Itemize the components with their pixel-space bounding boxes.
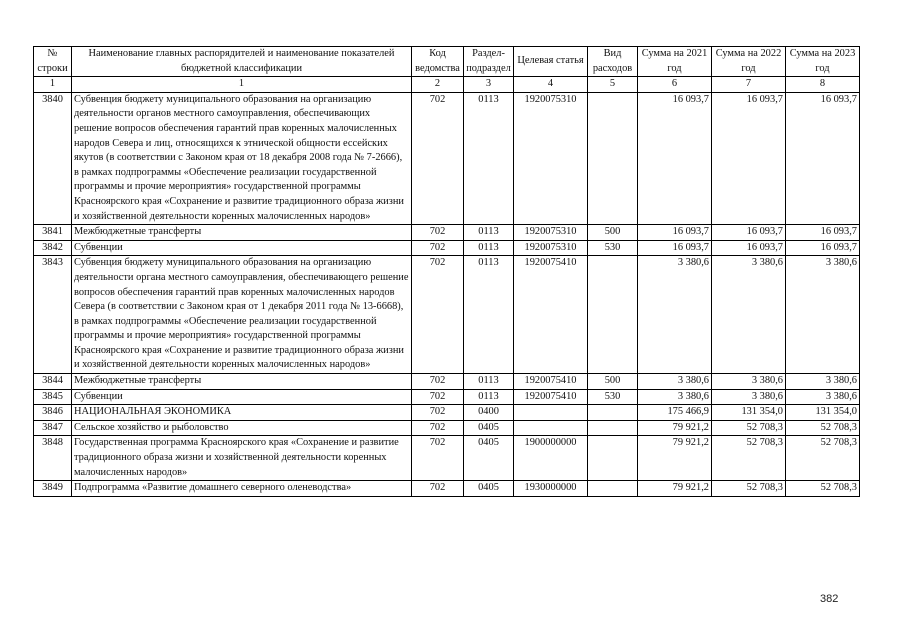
row-name: Субвенции [72, 389, 412, 405]
row-sum-2021: 3 380,6 [638, 256, 712, 374]
row-target [514, 405, 588, 421]
row-expense-type [588, 92, 638, 224]
header-row-no: № строки [34, 47, 72, 77]
table-row [34, 420, 860, 436]
row-dept-code: 702 [412, 420, 464, 436]
row-sum-2021: 79 921,2 [638, 481, 712, 497]
row-sum-2022: 52 708,3 [712, 436, 786, 481]
row-section: 0113 [464, 92, 514, 224]
row-name: Межбюджетные трансферты [72, 225, 412, 241]
row-sum-2023: 16 093,7 [786, 92, 860, 224]
row-dept-code: 702 [412, 256, 464, 374]
row-section: 0405 [464, 481, 514, 497]
table-row [34, 240, 860, 256]
row-name: Государственная программа Красноярского края «Сохранение и развитие традиционного образа жизни и хозяйственной деятельности коренных малочисленных народов» [72, 436, 412, 481]
row-name: Подпрограмма «Развитие домашнего северного оленеводства» [72, 481, 412, 497]
row-section: 0405 [464, 420, 514, 436]
row-number: 3844 [34, 374, 72, 390]
row-dept-code: 702 [412, 389, 464, 405]
row-sum-2022: 16 093,7 [712, 240, 786, 256]
row-sum-2022: 16 093,7 [712, 92, 786, 224]
row-sum-2022: 16 093,7 [712, 225, 786, 241]
row-sum-2021: 79 921,2 [638, 420, 712, 436]
row-section: 0113 [464, 225, 514, 241]
row-target: 1920075410 [514, 374, 588, 390]
row-target: 1920075310 [514, 92, 588, 224]
row-dept-code: 702 [412, 240, 464, 256]
table-row [34, 405, 860, 421]
table-row [34, 92, 860, 224]
row-expense-type [588, 481, 638, 497]
row-sum-2021: 16 093,7 [638, 92, 712, 224]
budget-table [33, 46, 860, 497]
row-number: 3846 [34, 405, 72, 421]
table-row [34, 436, 860, 481]
header-sum-2022: Сумма на 2022 год [712, 47, 786, 77]
header-name: Наименование главных распорядителей и наименование показателей бюджетной классификации [72, 47, 412, 77]
row-name: НАЦИОНАЛЬНАЯ ЭКОНОМИКА [72, 405, 412, 421]
column-number: 2 [412, 77, 464, 93]
column-number: 3 [464, 77, 514, 93]
row-number: 3847 [34, 420, 72, 436]
header-section: Раздел-подраздел [464, 47, 514, 77]
row-target [514, 420, 588, 436]
column-number: 4 [514, 77, 588, 93]
table-row [34, 225, 860, 241]
row-sum-2023: 3 380,6 [786, 374, 860, 390]
row-sum-2023: 131 354,0 [786, 405, 860, 421]
column-number: 6 [638, 77, 712, 93]
row-section: 0113 [464, 374, 514, 390]
row-sum-2021: 3 380,6 [638, 389, 712, 405]
row-number: 3848 [34, 436, 72, 481]
row-name: Субвенция бюджету муниципального образования на организацию деятельности органов местного самоуправления, обеспечивающих решение вопросов обеспечения гарантий прав коренных малочисленных народов Севера и лиц, относящихся к этнической общности ессейских якутов (в соответствии с Законом края от 18 декабря 2008 года № 7-2666), в рамках подпрограммы «Обеспечение реализации государственной программы и прочие мероприятия» государственной программы Красноярского края «Сохранение и развитие традиционного образа жизни и хозяйственной деятельности коренных малочисленных народов» [72, 92, 412, 224]
row-section: 0400 [464, 405, 514, 421]
row-expense-type [588, 420, 638, 436]
row-expense-type: 530 [588, 389, 638, 405]
row-expense-type [588, 256, 638, 374]
row-sum-2023: 52 708,3 [786, 436, 860, 481]
row-sum-2021: 16 093,7 [638, 240, 712, 256]
row-dept-code: 702 [412, 405, 464, 421]
row-sum-2021: 175 466,9 [638, 405, 712, 421]
column-number: 1 [72, 77, 412, 93]
row-number: 3840 [34, 92, 72, 224]
row-expense-type: 500 [588, 225, 638, 241]
row-expense-type [588, 405, 638, 421]
column-number-row [34, 77, 860, 93]
row-name: Субвенции [72, 240, 412, 256]
row-sum-2022: 52 708,3 [712, 420, 786, 436]
row-target: 1920075310 [514, 240, 588, 256]
row-section: 0405 [464, 436, 514, 481]
row-dept-code: 702 [412, 374, 464, 390]
row-number: 3849 [34, 481, 72, 497]
row-sum-2023: 3 380,6 [786, 256, 860, 374]
row-section: 0113 [464, 389, 514, 405]
row-sum-2022: 3 380,6 [712, 374, 786, 390]
row-sum-2022: 131 354,0 [712, 405, 786, 421]
row-target: 1920075310 [514, 225, 588, 241]
table-row [34, 374, 860, 390]
column-number: 8 [786, 77, 860, 93]
header-dept-code: Код ведомства [412, 47, 464, 77]
row-sum-2021: 16 093,7 [638, 225, 712, 241]
row-number: 3841 [34, 225, 72, 241]
row-sum-2022: 3 380,6 [712, 389, 786, 405]
header-sum-2023: Сумма на 2023 год [786, 47, 860, 77]
row-section: 0113 [464, 256, 514, 374]
row-sum-2022: 3 380,6 [712, 256, 786, 374]
row-expense-type: 500 [588, 374, 638, 390]
row-target: 1930000000 [514, 481, 588, 497]
row-sum-2022: 52 708,3 [712, 481, 786, 497]
table-row [34, 389, 860, 405]
column-number: 1 [34, 77, 72, 93]
row-name: Межбюджетные трансферты [72, 374, 412, 390]
row-dept-code: 702 [412, 92, 464, 224]
page-number: 382 [820, 593, 839, 605]
row-number: 3843 [34, 256, 72, 374]
row-sum-2021: 79 921,2 [638, 436, 712, 481]
row-section: 0113 [464, 240, 514, 256]
header-sum-2021: Сумма на 2021 год [638, 47, 712, 77]
row-name: Субвенция бюджету муниципального образования на организацию деятельности органа местного самоуправления, обеспечивающего решение вопросов обеспечения гарантий прав коренных малочисленных народов Севера (в соответствии с Законом края от 1 декабря 2011 года № 13-6668), в рамках подпрограммы «Обеспечение реализации государственной программы и прочие мероприятия» государственной программы Красноярского края «Сохранение и развитие традиционного образа жизни и хозяйственной деятельности коренных малочисленных народов» [72, 256, 412, 374]
header-target: Целевая статья [514, 47, 588, 77]
row-target: 1900000000 [514, 436, 588, 481]
row-sum-2021: 3 380,6 [638, 374, 712, 390]
row-sum-2023: 52 708,3 [786, 481, 860, 497]
row-name: Сельское хозяйство и рыболовство [72, 420, 412, 436]
row-target: 1920075410 [514, 389, 588, 405]
column-number: 7 [712, 77, 786, 93]
column-number: 5 [588, 77, 638, 93]
row-number: 3845 [34, 389, 72, 405]
row-sum-2023: 16 093,7 [786, 240, 860, 256]
table-row [34, 481, 860, 497]
row-expense-type [588, 436, 638, 481]
header-row [34, 47, 860, 77]
row-number: 3842 [34, 240, 72, 256]
row-sum-2023: 3 380,6 [786, 389, 860, 405]
row-sum-2023: 52 708,3 [786, 420, 860, 436]
row-dept-code: 702 [412, 481, 464, 497]
header-expense-type: Вид расходов [588, 47, 638, 77]
row-dept-code: 702 [412, 436, 464, 481]
row-dept-code: 702 [412, 225, 464, 241]
row-sum-2023: 16 093,7 [786, 225, 860, 241]
row-expense-type: 530 [588, 240, 638, 256]
table-row [34, 256, 860, 374]
row-target: 1920075410 [514, 256, 588, 374]
